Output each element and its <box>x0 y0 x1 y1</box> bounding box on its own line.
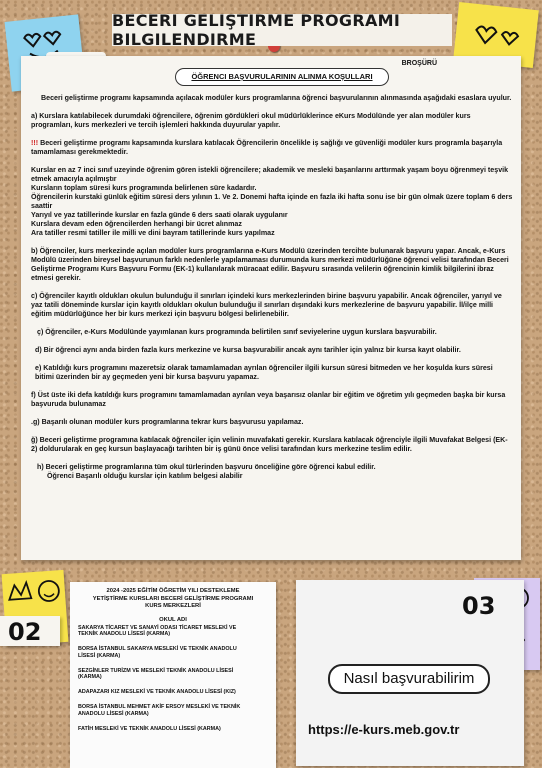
rule-d: d) Bir öğrenci aynı anda birden fazla kurs merkezine ve kursa başvurabilir ancak aynı tarihler için yalnız bir kursa kayıt olabilir. <box>35 346 461 354</box>
school-item: BORSA İSTANBUL MEHMET AKİF ERSOY MESLEKİ VE TEKNİK ANADOLU LİSESİ (KARMA) <box>78 704 241 717</box>
school-item: ADAPAZARI KIZ MESLEKİ VE TEKNİK ANADOLU LİSESİ (KIZ) <box>78 689 236 696</box>
main-document <box>21 56 521 560</box>
rule-g-breve: ğ) Beceri geliştirme programına katılacak öğrenciler için velinin muvafakati gerekir. Kurslara katılacak öğrenciyle ilgili Muvafakat Belgesi (EK-2) doldurularak en geç kursun başlayacağı tarihten bir iş günü önce velisi tarafından kurs merkezine teslim edilir. <box>31 436 508 453</box>
number-03: 03 <box>462 592 496 620</box>
rule-line: Kurslara devam eden öğrencilerden herhangi bir ücret alınmaz <box>31 220 242 228</box>
rule-line: Kurslar en az 7 inci sınıf uzeyinde öğrenim gören istekli öğrencilere; akademik ve mesleki başarılarını arttırmak yaşam boyu öğrenmeyi teşvik etmek amacıyla açılmıştır <box>31 166 509 183</box>
warning-paragraph <box>31 139 513 157</box>
section-subtitle: ÖĞRENCI BAŞVURULARININ ALINMA KOŞULLARI <box>175 68 389 86</box>
brochure-label: BROŞÜRÜ <box>401 60 437 67</box>
rule-h-block <box>31 463 513 481</box>
number-02: 02 <box>8 618 42 646</box>
rule-e: e) Katıldığı kurs programını mazeretsiz olarak tamamlamadan ayrılan öğrenciler ilgili kursun süresi bitmeden ve her koşulda kurs süresi bitimi üzerinden bir ay geçmeden yeni bir kursa başvuru yapamaz. <box>35 364 493 381</box>
number-tag-02 <box>0 616 60 646</box>
general-rules <box>31 166 513 238</box>
application-link[interactable]: https://e-kurs.meb.gov.tr <box>308 722 460 737</box>
rule-a: a) Kurslara katılabilecek durumdaki öğrencilere, öğrenim gördükleri okul müdürlüklerince eKurs Modülünde yer alan modüler kurs programları, kurs merkezleri ve tercih işlemleri hakkında duyurular yapılır. <box>31 112 471 129</box>
rule-line: Kursların toplam süresi kurs programında belirlenen süre kadardır. <box>31 184 257 192</box>
doodle-hearts-icon <box>464 9 528 59</box>
document-body <box>31 94 513 481</box>
rule-g: .g) Başarılı olunan modüler kurs programlarına tekrar kurs başvurusu yapılamaz. <box>31 418 304 426</box>
warning-text: Beceri geliştirme programı kapsamında kurslara katılacak Öğrencilerin öncelikle iş sağlığı ve güvenliği modüler kurs programla başarıyla tamamlaması gerekmektedir. <box>31 139 503 156</box>
school-item: SAKARYA TİCARET VE SANAYİ ODASI TİCARET MESLEKİ VE TEKNİK ANADOLU LİSESİ (KARMA) <box>78 624 237 638</box>
page-title: BECERI GELIŞTIRME PROGRAMI BILGILENDIRME <box>112 14 452 46</box>
rule-f: f) Üst üste iki defa katıldığı kurs programını tamamlamadan ayrılan veya başarısız olanlar bir eğitim ve öğretim yılı geçmeden başka bir kursa başvuruda bulunamaz <box>31 391 506 408</box>
school-item: SEZGİNLER TURİZM VE MESLEKİ TEKNİK ANADOLU LİSESİ (KARMA) <box>78 667 234 681</box>
centers-heading: 2024 -2025 EĞİTİM ÖĞRETİM YILI DESTEKLEME YETİŞTİRME KURSLARI BECERİ GELİŞTİRME PROGRAMI KURS MERKEZLERİ <box>92 588 254 609</box>
intro-text <box>31 94 513 103</box>
rule-c: c) Öğrenciler kayıtlı oldukları okulun bulunduğu il sınırları içindeki kurs merkezlerinden birine başvuru yapabilir. Ancak öğrenciler, yarıyıl ve yaz tatili döneminde kurslar için kayıtlı oldukları okulun bulunduğu il sınırları dışındaki kurs merkezlerine de başvuru yapabilir. İl/ilçe milli eğitim müdürlüğünce her bir kurs merkezi için başvuru bölgesi belirlenebilir. <box>31 292 502 318</box>
school-item: BORSA İSTANBUL SAKARYA MESLEKİ VE TEKNİK ANADOLU LİSESİ (KARMA) <box>78 646 237 659</box>
rule-line: Yarıyıl ve yaz tatillerinde kurslar en fazla günde 6 ders saati olarak uygulanır <box>31 211 288 219</box>
rule-h: h) Beceri geliştirme programlarına tüm okul türlerinden başvuru önceliğine göre öğrenci kabul edilir. <box>37 463 376 471</box>
rule-b: b) Öğrenciler, kurs merkezinde açılan modüler kurs programlarına e-Kurs Modülü üzerinden tercihte bulunarak başvuru yapar. Ancak, e-Kurs Modülü üzerinden bireysel başvurunun farklı nedenlerle yapılamaması durumunda kurs merkezi müdürlüğüne öğrenci velisi tarafından Beceri Geliştirme Programı Kurs Başvuru Formu (EK-1) kullanılarak müracaat edilir. Başvuru sırasında velilerin öğrencinin kimlik bilgilerini ibraz etmesi gerekir. <box>31 247 509 282</box>
rule-line: Ara tatiller resmi tatiller ile milli ve dini bayram tatillerinde kurs yapılmaz <box>31 229 275 237</box>
apply-panel <box>296 580 524 766</box>
school-name-header: OKUL ADI <box>159 616 187 623</box>
rule-c-cedilla: ç) Öğrenciler, e-Kurs Modülünde yayımlanan kurs programında belirtilen sınıf seviyelerine uygun kurslara başvurabilir. <box>37 328 437 336</box>
rule-h-second: Öğrenci Başarılı olduğu kurslar için katılım belgesi alabilir <box>47 472 243 480</box>
how-to-apply-box: Nasıl başvurabilirim <box>328 664 490 694</box>
course-centers-panel <box>70 582 276 768</box>
school-item: FATİH MESLEKİ VE TEKNİK ANADOLU LİSESİ (KARMA) <box>78 725 221 732</box>
rule-line: Öğrencilerin kurstaki günlük eğitim süresi ders yılının 1. Ve 2. Donemi hafta içinde en fazla iki hafta sonu ise bir gün olmak üzere toplam 6 ders saattir <box>31 193 513 210</box>
warning-mark: !!! <box>31 139 39 147</box>
crown-smiley-icon <box>4 574 62 614</box>
intro-span: Beceri geliştirme programı kapsamında açılacak modüler kurs programlarına öğrenci başvurularının alınmasında aşağıdaki esaslara uyulur. <box>41 94 512 102</box>
